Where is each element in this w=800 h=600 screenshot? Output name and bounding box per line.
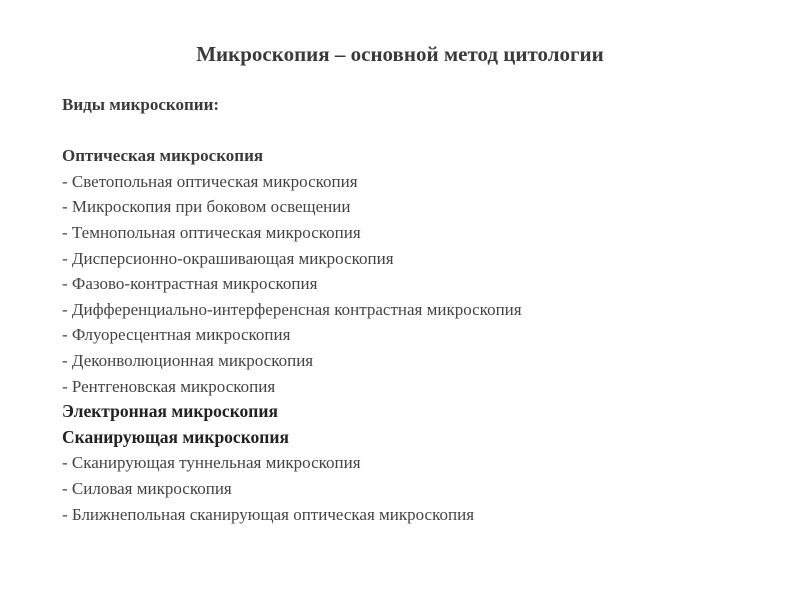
list-item: - Деконволюционная микроскопия bbox=[62, 350, 314, 370]
list-item: - Сканирующая туннельная микроскопия bbox=[62, 453, 361, 473]
optical-heading: Оптическая микроскопия bbox=[62, 146, 264, 166]
list-item: - Ближнепольная сканирующая оптическая микроскопия bbox=[62, 504, 475, 524]
subtitle: Виды микроскопии: bbox=[62, 95, 220, 114]
spacer bbox=[62, 118, 782, 144]
scanning-heading: Сканирующая микроскопия bbox=[62, 426, 289, 447]
list-item: - Рентгеновская микроскопия bbox=[62, 376, 276, 396]
list-item: - Дифференциально-интерференсная контрастная микроскопия bbox=[62, 299, 522, 319]
electron-heading: Электронная микроскопия bbox=[62, 401, 278, 422]
list-item: - Дисперсионно-окрашивающая микроскопия bbox=[62, 248, 394, 268]
list-item: - Силовая микроскопия bbox=[62, 478, 232, 498]
list-item: - Фазово-контрастная микроскопия bbox=[62, 274, 318, 294]
slide-title: Микроскопия – основной метод цитологии bbox=[196, 42, 604, 66]
list-item: - Темнопольная оптическая микроскопия bbox=[62, 222, 361, 242]
slide-body bbox=[62, 92, 782, 527]
list-item: - Флуоресцентная микроскопия bbox=[62, 325, 291, 345]
list-item: - Микроскопия при боковом освещении bbox=[62, 197, 351, 217]
list-item: - Светопольная оптическая микроскопия bbox=[62, 171, 358, 191]
